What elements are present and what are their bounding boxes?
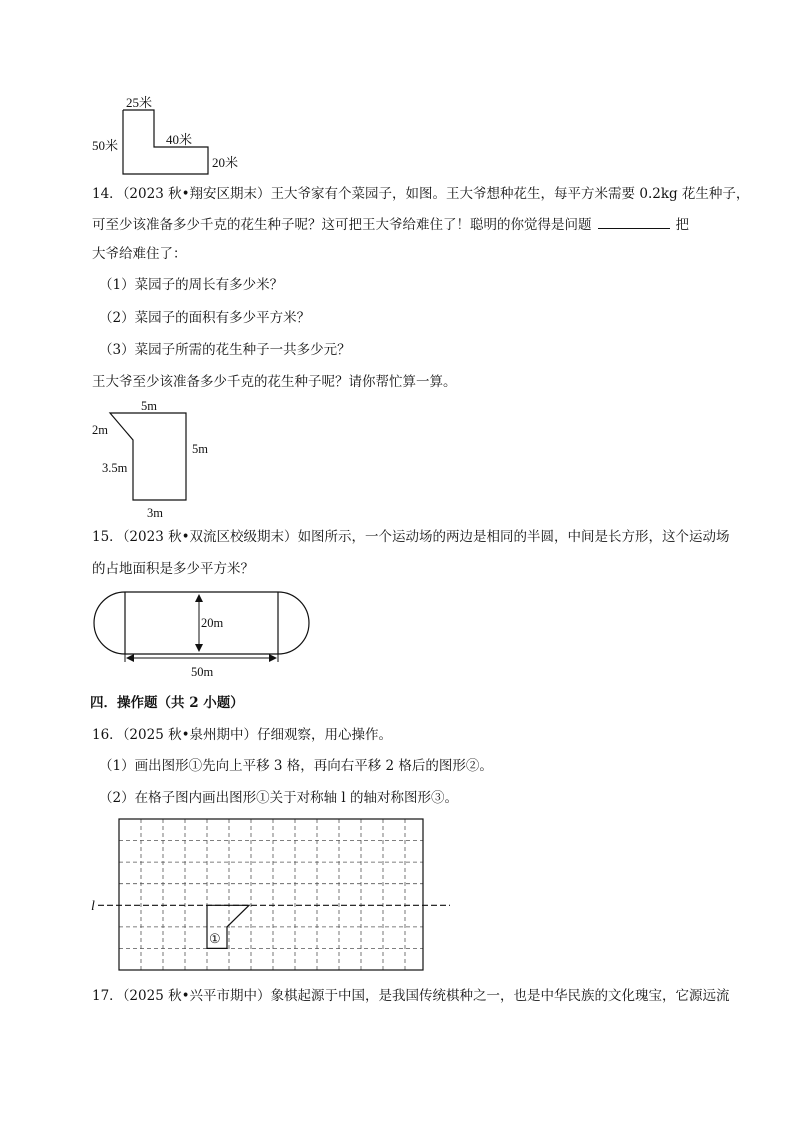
q14-text-1: 王大爷家有个菜园子，如图。王大爷想种花生，每平方米需要 0.2kg 花生种子，	[270, 186, 750, 202]
q16-number: 16．	[92, 727, 123, 743]
q15-line1	[92, 528, 730, 546]
q14-ask: 王大爷至少该准备多少千克的花生种子呢？请你帮忙算一算。	[92, 374, 457, 390]
q14-line1	[92, 185, 749, 203]
q17-line1	[92, 987, 730, 1005]
label-50m: 50m	[191, 665, 214, 679]
figure-l-shape	[88, 92, 248, 182]
figure-stadium	[90, 586, 330, 682]
shape-1-label: ①	[209, 931, 221, 946]
q17-number: 17．	[92, 988, 123, 1004]
q14-number: 14．	[92, 186, 123, 202]
q15-text-1: 如图所示，一个运动场的两边是相同的半圆，中间是长方形，这个运动场	[297, 529, 730, 545]
q16-text-1: 仔细观察，用心操作。	[257, 727, 393, 743]
label-top-5m: 5m	[141, 399, 157, 413]
q17-text-1: 象棋起源于中国，是我国传统棋种之一，也是中华民族的文化瑰宝，它源远流	[270, 988, 730, 1004]
q15-source: （2023 秋•双流区校级期末）	[122, 529, 298, 545]
section-4-title: 四．操作题（共 2 小题）	[90, 695, 244, 711]
q14-sub1: （1）菜园子的周长有多少米？	[99, 277, 284, 293]
grid-lines	[119, 819, 423, 970]
label-right-5m: 5m	[192, 442, 208, 456]
q14-sub2: （2）菜园子的面积有多少平方米？	[99, 310, 311, 326]
label-20m: 20m	[201, 616, 224, 630]
label-20m: 20米	[212, 155, 239, 170]
q14-text-2a: 可至少该准备多少千克的花生种子呢？这可把王大爷给难住了！聪明的你觉得是问题	[92, 217, 592, 233]
q17-source: （2025 秋•兴平市期中）	[122, 988, 271, 1004]
q16-line1	[92, 726, 392, 744]
axis-label-l: l	[91, 899, 95, 914]
q14-sub3: （3）菜园子所需的花生种子一共多少元？	[99, 342, 351, 358]
q14-text-2b: 把	[675, 217, 689, 233]
q15-number: 15．	[92, 529, 123, 545]
figure-grid	[84, 814, 460, 978]
grid-border	[119, 819, 423, 970]
q14-answer-blank[interactable]	[598, 215, 670, 229]
q14-line2	[92, 215, 689, 234]
label-bottom-3m: 3m	[147, 506, 163, 520]
figure-garden	[88, 396, 228, 522]
q16-sub2: （2）在格子图内画出图形①关于对称轴 l 的轴对称图形③。	[99, 790, 458, 806]
garden-outline	[110, 413, 186, 500]
q14-line3: 大爷给难住了：	[92, 246, 187, 262]
label-50m: 50米	[92, 138, 119, 153]
q16-source: （2025 秋•泉州期中）	[122, 727, 258, 743]
label-40m: 40米	[166, 132, 193, 147]
q15-line2: 的占地面积是多少平方米？	[92, 561, 254, 577]
label-slant-2m: 2m	[92, 423, 108, 437]
label-left-3.5m: 3.5m	[102, 461, 128, 475]
q16-sub1: （1）画出图形①先向上平移 3 格，再向右平移 2 格后的图形②。	[99, 758, 493, 774]
q14-source: （2023 秋•翔安区期末）	[122, 186, 271, 202]
label-25m: 25米	[126, 95, 153, 110]
